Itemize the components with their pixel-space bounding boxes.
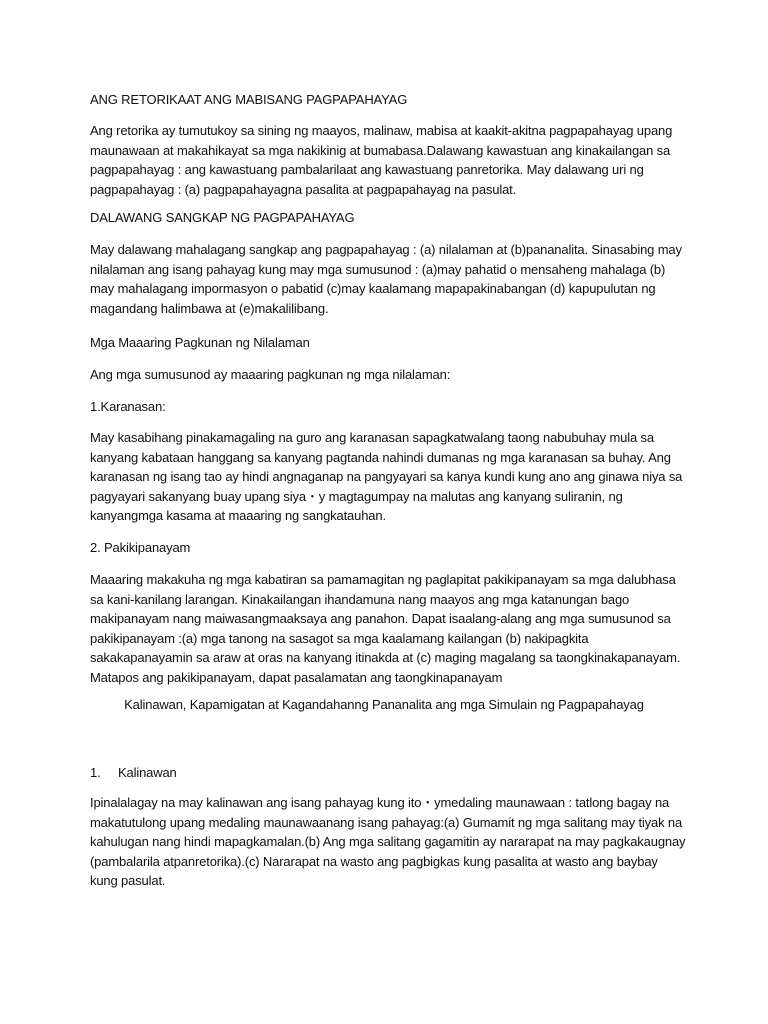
text-line: kanyangmga kasama at maaaring ng sangkatauhan. (90, 508, 386, 523)
text-line: pagpapahayag : (a) pagpapahayagna pasalita at pagpapahayag na pasulat. (90, 181, 517, 197)
heading-sangkap (90, 208, 354, 228)
text-line: kung pasulat. (90, 873, 166, 888)
paragraph-retorika (90, 121, 672, 199)
text-line: pagpapahayag : ang kawastuang pambalarilaat ang kawastuang panretorika. May dalawang uri ng (90, 162, 644, 177)
heading-text: 2. Pakikipanayam (90, 540, 191, 555)
text-line: May dalawang mahalagang sangkap ang pagpapahayag : (a) nilalaman at (b)pananalita. Sinasabing may (90, 242, 682, 257)
text-line: makipanayam nang maiwasangmaaksaya ang panahon. Dapat isaalang-alang ang mga sumusunod sa (90, 611, 671, 626)
text-line: magandang halimbawa at (e)makalilibang. (90, 300, 329, 316)
heading-pakikipanayam (90, 538, 190, 558)
paragraph-sangkap (90, 240, 682, 318)
text-line: sa kani-kanilang larangan. Kinakailangan ihandamuna nang maayos ang mga katanungan bago (90, 591, 630, 607)
text-line: Ang mga sumusunod ay maaaring pagkunan ng mga nilalaman: (90, 367, 451, 382)
document-title (90, 90, 407, 110)
text-line: nilalaman ang isang pahayag kung may mga sumusunod : (a)may pahatid o mensaheng mahalaga (b) (90, 261, 666, 277)
list-item-kalinawan (90, 763, 177, 783)
title-text: ANG RETORIKAAT ANG MABISANG PAGPAPAHAYAG (90, 92, 408, 107)
heading-pagkunan (90, 333, 310, 353)
text-line: Maaaring makakuha ng mga kabatiran sa pamamagitan ng paglapitat pakikipanayam sa mga dalubhasa (90, 572, 676, 587)
list-label: Kalinawan (118, 765, 177, 780)
heading-simulain (0, 695, 768, 715)
text-line: may mahalagang impormasyon o pabatid (c)may kaalamang mapapakinabangan (d) kapupulutan ng (90, 281, 656, 296)
text-line: sakakapanayamin sa araw at oras na kanyang itinakda at (c) maging magalang sa taongkinakapanayam. (90, 650, 681, 665)
text-line: Matapos ang pakikipanayam, dapat pasalamatan ang taongkinapanayam (90, 669, 503, 685)
text-line: (pambalarila atpanretorika).(c) Nararapat na wasto ang pagbigkas kung pasalita at wasto ang baybay (90, 853, 658, 869)
paragraph-karanasan (90, 428, 682, 526)
text-line: Ipinalalagay na may kalinawan ang isang pahayag kung ito・ymedaling maunawaan : tatlong bagay na (90, 795, 670, 810)
paragraph-pakikipanayam (90, 570, 680, 687)
text-line: pakikipanayam :(a) mga tanong na sasagot sa mga kaalamang kailangan (b) nakipagkita (90, 630, 589, 646)
text-line: maunawaan at makahikayat sa mga nakikinig at bumabasa.Dalawang kawastuan ang kinakailangan sa (90, 142, 671, 158)
paragraph-kalinawan (90, 793, 685, 891)
heading-text: Mga Maaaring Pagkunan ng Nilalaman (90, 335, 310, 350)
text-line: pagyayari sakanyang buay upang siya・y magtagumpay na malutas ang kanyang suliranin, ng (90, 488, 623, 504)
intro-pagkunan (90, 365, 450, 385)
text-line: kanyang kabataan hanggang sa kanyang pagtanda nahindi dumanas ng mga karanasan sa buhay. Ang (90, 449, 671, 465)
text-line: Ang retorika ay tumutukoy sa sining ng maayos, malinaw, mabisa at kaakit-akitna pagpapahayag upang (90, 123, 673, 138)
heading-text: 1.Karanasan: (90, 399, 166, 414)
heading-text: DALAWANG SANGKAP NG PAGPAPAHAYAG (90, 210, 355, 225)
text-line: makatutulong upang medaling maunawaanang isang pahayag:(a) Gumamit ng mga salitang may tiyak na (90, 814, 683, 830)
heading-karanasan (90, 397, 166, 417)
list-number: 1. (90, 765, 101, 780)
text-line: kahulugan nang hindi mapagkamalan.(b) Ang mga salitang gagamitin ay nararapat na may pagkakaugnay (90, 834, 686, 849)
text-line: karanasan ng isang tao ay hindi angnaganap na pangyayari sa kanya kundi kung ano ang ginawa niya sa (90, 469, 683, 484)
heading-text: Kalinawan, Kapamigatan at Kagandahanng Pananalita ang mga Simulain ng Pagpapahayag (124, 697, 644, 712)
text-line: May kasabihang pinakamagaling na guro ang karanasan sapagkatwalang taong nabubuhay mula sa (90, 430, 654, 445)
